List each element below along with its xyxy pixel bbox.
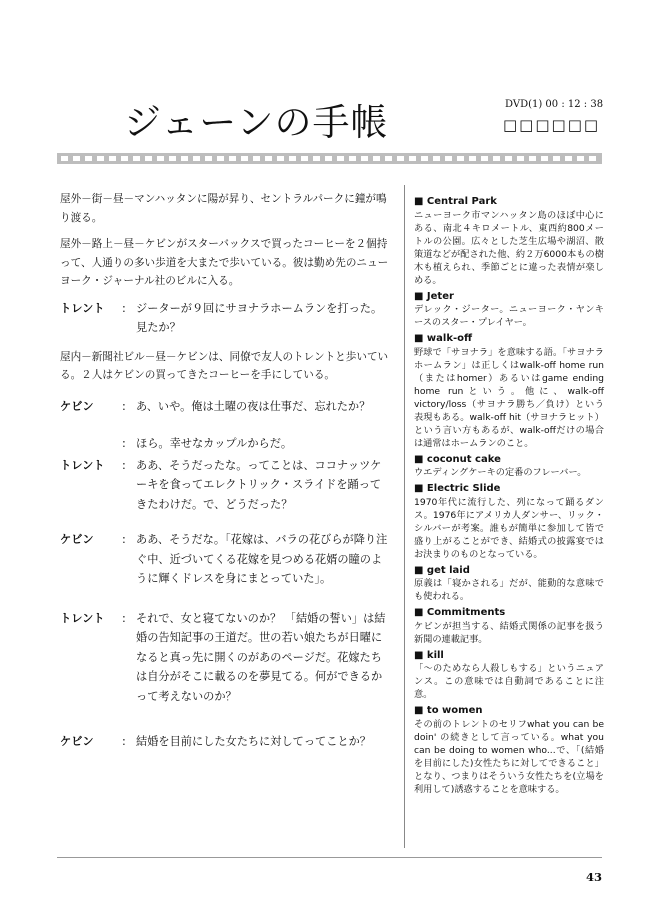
dialogue-line: [60, 609, 392, 707]
speaker-name: ケビン: [60, 735, 94, 748]
filmstrip-hole: [61, 156, 68, 161]
filmstrip-hole: [445, 156, 452, 161]
glossary-definition: その前のトレントのセリフwhat you can be doin' の続きとして言っている。what you can be doing to women who...で、「(結婚を目前にした)女性たちに対してできること」となり、つまりはそういう女性たちを(立場を利用して)誘惑することを意味する。: [414, 718, 604, 795]
filmstrip-hole: [313, 156, 320, 161]
glossary-entry: [414, 453, 604, 480]
dialogue-text: ああ、そうだな。「花嫁は、バラの花びらが降り注ぐ中、近づいてくる花嫁を見つめる花婿の瞳のように輝くドレスを身にまとっていた」。: [136, 533, 388, 585]
filmstrip-hole: [349, 156, 356, 161]
column-divider: [404, 185, 405, 848]
dialogue-text: 結婚を目前にした女たちに対してってことか？: [136, 735, 371, 748]
filmstrip-hole: [385, 156, 392, 161]
filmstrip-hole: [421, 156, 428, 161]
dialogue-line: [60, 732, 392, 752]
filmstrip-hole: [517, 156, 524, 161]
filmstrip-hole: [325, 156, 332, 161]
filmstrip-hole: [217, 156, 224, 161]
filmstrip-hole: [109, 156, 116, 161]
filmstrip-hole: [481, 156, 488, 161]
filmstrip-hole: [145, 156, 152, 161]
dialogue-line: [60, 456, 392, 515]
glossary-term: ■ kill: [414, 649, 444, 661]
speaker-colon: :: [122, 437, 126, 450]
glossary-entry: [414, 290, 604, 330]
filmstrip-hole: [433, 156, 440, 161]
filmstrip-hole: [337, 156, 344, 161]
glossary-definition: 1970年代に流行した、列になって踊るダンス。1976年にアメリカ人ダンサー、リック・シルバーが考案。誰もが簡単に参加して皆で盛り上がることができ、結婚式の披露宴ではお決まりのものとなっている。: [414, 496, 604, 560]
page-number: 43: [586, 870, 603, 884]
filmstrip-hole: [373, 156, 380, 161]
glossary-term: ■ Jeter: [414, 290, 454, 302]
filmstrip-hole: [97, 156, 104, 161]
speaker-colon: :: [122, 301, 126, 315]
glossary-entry: [414, 482, 604, 561]
filmstrip-hole: [85, 156, 92, 161]
glossary-term: ■ walk-off: [414, 333, 473, 344]
footer-rule: [57, 857, 602, 858]
glossary-term: ■ Electric Slide: [414, 483, 501, 494]
glossary-entry: [414, 606, 604, 646]
speaker-name: トレント: [60, 301, 105, 315]
dialogue-line: [60, 397, 392, 417]
filmstrip-hole: [157, 156, 164, 161]
page-title: ジェーンの手帳: [124, 101, 389, 144]
filmstrip-hole: [469, 156, 476, 161]
glossary-column: [414, 192, 604, 796]
filmstrip-divider: [57, 153, 602, 164]
glossary-term: ■ coconut cake: [414, 453, 501, 465]
glossary-term: ■ Central Park: [414, 196, 497, 207]
filmstrip-hole: [397, 156, 404, 161]
filmstrip-hole: [529, 156, 536, 161]
filmstrip-hole: [193, 156, 200, 161]
filmstrip-hole: [541, 156, 548, 161]
filmstrip-hole: [565, 156, 572, 161]
dialogue-text: ああ、そうだったな。ってことは、ココナッツケーキを食ってエレクトリック・スライドを踊ってきたわけだ。で、どうだった？: [136, 458, 382, 511]
filmstrip-hole: [205, 156, 212, 161]
speaker-colon: :: [122, 735, 126, 748]
dialogue-text: ジーターが９回にサヨナラホームランを打った。見たか？: [136, 301, 383, 334]
speaker-name: トレント: [60, 611, 105, 625]
filmstrip-hole: [553, 156, 560, 161]
filmstrip-hole: [289, 156, 296, 161]
filmstrip-hole: [133, 156, 140, 161]
glossary-definition: ケビンが担当する、結婚式関係の記事を扱う新聞の連載記事。: [414, 620, 604, 645]
glossary-definition: デレック・ジーター。ニューヨーク・ヤンキースのスター・プレイヤー。: [414, 304, 604, 328]
filmstrip-hole: [73, 156, 80, 161]
glossary-term: ■ Commitments: [414, 607, 506, 618]
filmstrip-hole: [493, 156, 500, 161]
glossary-entry: [414, 704, 604, 796]
glossary-term: ■ get laid: [414, 564, 470, 576]
dialogue-line: [60, 530, 392, 589]
filmstrip-hole: [229, 156, 236, 161]
glossary-definition: 野球で「サヨナラ」を意味する語。「サヨナラホームラン」は正しくはwalk-off home run（またはhomer）あるいはgame ending home runという。他に、walk-off victory/loss（サヨナラ勝ち／負け）という表現もある。walk-off hit（サヨナラヒット）という言い方もあるが、walk-offだけの場合は通常はホームランのこと。: [414, 346, 604, 449]
speaker-colon: :: [122, 611, 126, 625]
filmstrip-hole: [505, 156, 512, 161]
filmstrip-hole: [457, 156, 464, 161]
glossary-entry: [414, 649, 604, 702]
filmstrip-hole: [277, 156, 284, 161]
filmstrip-hole: [361, 156, 368, 161]
dialogue-line: [60, 434, 392, 454]
filmstrip-hole: [241, 156, 248, 161]
stage-direction: 屋外－路上－昼－ケビンがスターバックスで買ったコーヒーを２個持って、人通りの多い歩道を大またで歩いている。彼は勤め先のニューヨーク・ジャーナル社のビルに入る。: [60, 238, 389, 287]
filmstrip-hole: [589, 156, 596, 161]
dialogue-text: あ、いや。俺は土曜の夜は仕事だ、忘れたか？: [136, 399, 371, 413]
speaker-colon: :: [122, 533, 126, 546]
filmstrip-hole: [301, 156, 308, 161]
filmstrip-hole: [253, 156, 260, 161]
dialogue-text: それで、女と寝てないのか？ 「結婚の誓い」は結婚の告知記事の王道だ。世の若い娘たちが日曜になると真っ先に開くのがあのページだ。花嫁たちは自分がそこに載るのを夢見てる。何ができるかって考えないのか？: [136, 611, 386, 703]
glossary-definition: ニューヨーク市マンハッタン島のほぼ中心にある、南北４キロメートル、東西約800メートルの公園。広々とした芝生広場や湖沼、散策道などが配された他、約２万6000本もの樹木も植えられ、季節ごとに違った表情が楽しめる。: [414, 209, 604, 286]
filmstrip-hole: [121, 156, 128, 161]
glossary-entry: [414, 564, 604, 604]
glossary-definition: 原義は「寝かされる」だが、能動的な意味でも使われる。: [414, 578, 604, 602]
filmstrip-hole: [265, 156, 272, 161]
speaker-name: ケビン: [60, 533, 94, 546]
speaker-colon: :: [122, 458, 126, 472]
speaker-name: ケビン: [60, 399, 94, 413]
dvd-timestamp: DVD(1) 00 : 12 : 38: [505, 99, 604, 110]
stage-direction: 屋内－新聞社ビル－昼－ケビンは、同僚で友人のトレントと歩いている。２人はケビンの買ってきたコーヒーを手にしている。: [60, 350, 389, 381]
filmstrip-hole: [169, 156, 176, 161]
filmstrip-hole: [577, 156, 584, 161]
glossary-entry: [414, 332, 604, 450]
stage-direction: 屋外－街－昼－マンハッタンに陽が昇り、セントラルパークに鐘が鳴り渡る。: [60, 193, 387, 224]
script-column: [60, 190, 392, 762]
speaker-colon: :: [122, 399, 126, 413]
glossary-definition: 「〜のためなら人殺しもする」というニュアンス。この意味では自動詞であることに注意。: [414, 663, 604, 700]
speaker-name: トレント: [60, 458, 105, 472]
dialogue-text: ほら。幸せなカップルからだ。: [136, 437, 293, 450]
checkbox-row: □□□□□□: [503, 116, 601, 134]
filmstrip-hole: [181, 156, 188, 161]
glossary-definition: ウエディングケーキの定番のフレーバー。: [414, 467, 587, 478]
glossary-term: ■ to women: [414, 705, 483, 716]
dialogue-line: [60, 299, 392, 338]
filmstrip-hole: [409, 156, 416, 161]
glossary-entry: [414, 195, 604, 287]
